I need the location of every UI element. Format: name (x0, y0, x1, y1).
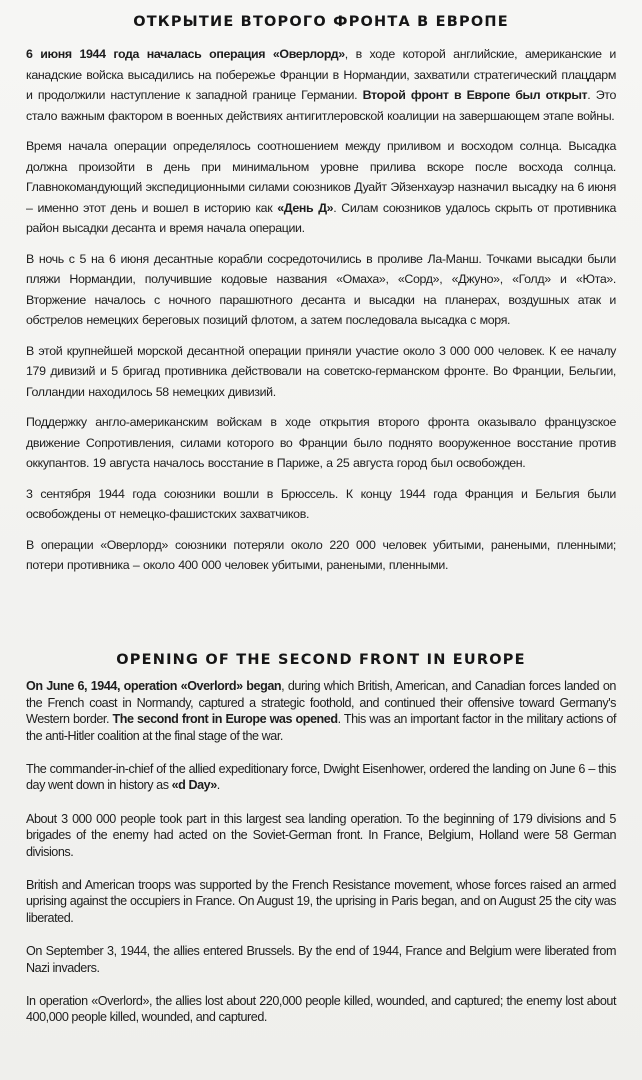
ru-p1-text-1: , в ходе которой английские, американские и канадские войска высадились на побережье Франции в Нормандии, захватили стратегический плацдарм и продолжили наступление к западной границе Германии. (26, 47, 616, 102)
ru-p1-text-2: . Это стало важным фактором в военных действиях антигитлеровской коалиции на завершающем этапе войны. (26, 88, 617, 123)
ru-paragraph-7: В операции «Оверлорд» союзники потеряли около 220 000 человек убитыми, ранеными, пленными; потери противника – около 400 000 человек убитыми, ранеными, пленными. (26, 537, 616, 572)
en-paragraph-1 (26, 678, 616, 744)
en-p2-text-1: The commander-in-chief of the allied expeditionary force, Dwight Eisenhower, ordered the landing on June 6 – this day went down in history as (26, 761, 616, 793)
english-section (26, 652, 616, 1043)
en-p2-text-2: . (216, 778, 220, 793)
en-p1-text-1: , during which British, American, and Canadian forces landed on the French coast in Normandy, captured a strategic foothold, and continued their offensive toward Germany's Western border. (26, 679, 616, 727)
ru-paragraph-5: Поддержку англо-американским войскам в ходе открытия второго фронта оказывало французское движение Сопротивления, силами которого во Франции было поднято вооруженное восстание против оккупантов. 19 августа началось восстание в Париже, а 25 августа город был освобожден. (26, 415, 616, 470)
en-p2-bold: «d Day» (171, 778, 217, 793)
ru-p2-text-1: Время начала операции определялось соотношением между приливом и восходом солнца. Высадка должна произойти в день при минимальном уровне прилива вскоре после восхода солнца. Главнокомандующий экспедиционными силами союзников Дуайт Эйзенхауэр назначил высадку на 6 июня – именно этот день и вошел в историю как (26, 139, 616, 215)
russian-section (26, 14, 616, 586)
en-paragraph-4: British and American troops was supported by the French Resistance movement, whose forces raised an armed uprising against the occupiers in France. On August 19, the uprising in Paris began, and on August 25 the city was liberated. (26, 877, 616, 926)
en-paragraph-2 (26, 761, 616, 794)
ru-paragraph-1 (26, 44, 616, 126)
ru-paragraph-2 (26, 136, 616, 239)
ru-p1-bold-2: Второй фронт в Европе был открыт (362, 88, 588, 102)
ru-p1-bold-1: 6 июня 1944 года началась операция «Оверлорд» (26, 47, 345, 61)
ru-p2-text-2: . Силам союзников удалось скрыть от противника район высадки десанта и время начала операции. (26, 200, 617, 235)
russian-title: ОТКРЫТИЕ ВТОРОГО ФРОНТА В ЕВРОПЕ (133, 14, 509, 30)
en-p1-text-2: . This was an important factor in the military actions of the anti-Hitler coalition at the final stage of the war. (26, 712, 616, 743)
en-paragraph-6: In operation «Overlord», the allies lost about 220,000 people killed, wounded, and captured; the enemy lost about 400,000 people killed, wounded, and captured. (26, 993, 616, 1025)
en-p1-bold-2: The second front in Europe was opened (112, 712, 338, 727)
en-paragraph-3: About 3 000 000 people took part in this largest sea landing operation. To the beginning of 179 divisions and 5 brigades of the enemy had acted on the Soviet-German front. In France, Belgium, Holland were 58 German divisions. (26, 811, 616, 859)
ru-paragraph-4: В этой крупнейшей морской десантной операции приняли участие около 3 000 000 человек. К ее началу 179 дивизий и 5 бригад противника действовали на советско-германском фронте. Во Франции, Бельгии, Голландии находилось 58 немецких дивизий. (26, 343, 616, 399)
english-title: OPENING OF THE SECOND FRONT IN EUROPE (116, 652, 526, 668)
ru-p2-bold: «День Д» (277, 200, 334, 215)
ru-paragraph-6: 3 сентября 1944 года союзники вошли в Брюссель. К концу 1944 года Франция и Бельгия были освобождены от немецко-фашистских захватчиков. (26, 486, 616, 521)
en-p1-bold-1: On June 6, 1944, operation «Overlord» began (26, 679, 282, 693)
ru-paragraph-3: В ночь с 5 на 6 июня десантные корабли сосредоточились в проливе Ла-Манш. Точками высадки были пляжи Нормандии, получившие кодовые названия «Омаха», «Сорд», «Джуно», «Голд» и «Юта». Вторжение началось с ночного парашютного десанта и высадки на планерах, воздушных атак и обстрелов немецких береговых позиций флотом, а затем последовала высадка с моря. (26, 251, 616, 327)
en-paragraph-5: On September 3, 1944, the allies entered Brussels. By the end of 1944, France and Belgium were liberated from Nazi invaders. (26, 944, 616, 975)
